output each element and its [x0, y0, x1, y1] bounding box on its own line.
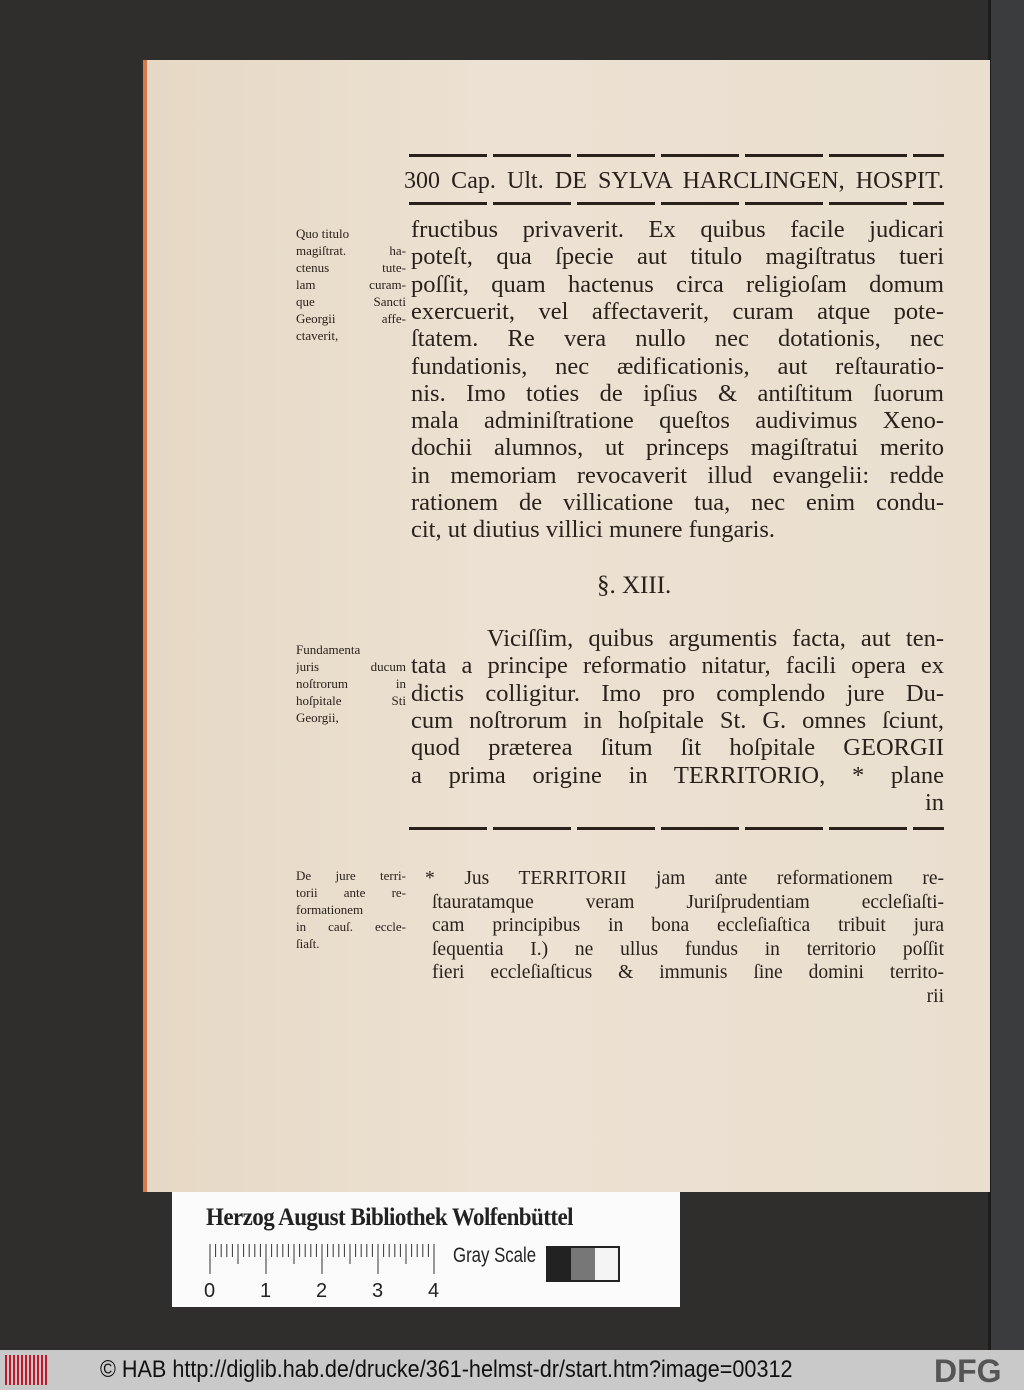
- text-line: Quo titulo: [296, 226, 350, 241]
- ruler-number: 3: [372, 1280, 384, 1302]
- text-line: ſtauratamque veram Juriſprudentiam eccleſiaſti-: [432, 891, 944, 913]
- text-line: tata a principe reformatio nitatur, facili opera ex: [411, 652, 944, 680]
- library-name: Herzog August Bibliothek Wolfenbüttel: [206, 1204, 574, 1231]
- text-line: poſſit, quam hactenus circa religioſam domum: [411, 270, 944, 298]
- copyright-link[interactable]: © HAB http://diglib.hab.de/drucke/361-helmst-dr/start.htm?image=00312: [100, 1356, 793, 1383]
- text-line: * Jus TERRITORII jam ante reformationem re-: [425, 868, 944, 889]
- text-line: De jure terri-: [296, 868, 406, 883]
- text-line: in memoriam revocaverit illud evangelii: redde: [411, 461, 944, 489]
- text-line: in: [924, 788, 944, 816]
- ruler-number: 0: [204, 1280, 216, 1302]
- section-heading: §. XIII.: [597, 572, 672, 599]
- text-line: a prima origine in TERRITORIO, * plane: [411, 761, 944, 789]
- header-rule-top: [409, 154, 944, 157]
- text-line: rii: [926, 985, 944, 1007]
- text-line: cum noſtrorum in hoſpitale St. G. omnes ſciunt,: [411, 706, 944, 734]
- adjacent-page-edge: [988, 0, 1024, 1350]
- text-line: ſequentia I.) ne ullus fundus in territorio poſſit: [432, 938, 944, 960]
- ruler-number: 2: [316, 1280, 328, 1302]
- text-line: fieri eccleſiaſticus & immunis ſine domini territo-: [432, 962, 944, 983]
- ruler-number: 4: [428, 1280, 440, 1302]
- text-line: torii ante re-: [296, 885, 406, 900]
- text-line: Georgii,: [296, 710, 339, 725]
- text-line: exercuerit, vel affectaverit, curam atque pote-: [411, 297, 944, 325]
- text-line: mala adminiſtratione queſtos audivimus Xeno-: [411, 407, 944, 435]
- text-line: Viciſſim, quibus argumentis facta, aut ten-: [487, 625, 944, 652]
- header-rule-bottom: [409, 202, 944, 205]
- text-line: hoſpitale Sti: [296, 693, 406, 708]
- text-line: dochii alumnos, ut princeps magiſtratui merito: [411, 434, 944, 462]
- text-line: juris ducum: [296, 659, 406, 674]
- text-line: ſiaſt.: [296, 936, 320, 951]
- text-line: in cauſ. eccle-: [296, 919, 406, 934]
- running-head: 300 Cap. Ult. DE SYLVA HARCLINGEN, HOSPIT.: [404, 168, 944, 194]
- text-line: Georgii affe-: [296, 311, 406, 326]
- footnote-rule: [409, 827, 944, 830]
- text-line: magiſtrat. ha-: [296, 243, 406, 258]
- gray-scale-swatch: [546, 1246, 620, 1282]
- text-line: nis. Imo toties de ipſius & antiſtitum ſuorum: [411, 379, 944, 407]
- text-line: rationem de villicatione tua, nec enim condu-: [411, 489, 944, 516]
- text-line: formationem: [296, 902, 364, 917]
- text-line: ctaverit,: [296, 328, 339, 343]
- text-line: ctenus tute-: [296, 260, 406, 275]
- gray-scale-label: Gray Scale: [453, 1244, 537, 1267]
- text-line: dictis colligitur. Imo pro complendo jure Du-: [411, 679, 944, 707]
- text-line: ſtatem. Re vera nullo nec dotationis, nec: [411, 325, 944, 353]
- text-line: que Sancti: [296, 294, 406, 309]
- text-line: poteſt, qua ſpecie aut titulo magiſtratus tueri: [411, 243, 944, 271]
- scale-card: [172, 1192, 680, 1307]
- ruler-number: 1: [260, 1280, 272, 1302]
- footer-bar: [0, 1350, 1024, 1390]
- text-line: lam curam-: [296, 277, 406, 292]
- text-line: noſtrorum in: [296, 676, 406, 691]
- text-line: cam principibus in bona eccleſiaſtica tribuit jura: [432, 915, 944, 936]
- text-line: fructibus privaverit. Ex quibus facile judicari: [411, 216, 944, 243]
- hab-logo-icon: [5, 1355, 47, 1385]
- text-line: quod præterea ſitum ſit hoſpitale GEORGII: [411, 734, 944, 762]
- text-line: cit, ut diutius villici munere fungaris.: [411, 516, 776, 544]
- book-page: [143, 60, 990, 1192]
- dfg-logo: DFG: [934, 1353, 1002, 1389]
- text-line: Fundamenta: [296, 642, 361, 657]
- ruler: [208, 1244, 438, 1274]
- text-line: fundationis, nec ædificationis, aut reſtauratio-: [411, 352, 944, 380]
